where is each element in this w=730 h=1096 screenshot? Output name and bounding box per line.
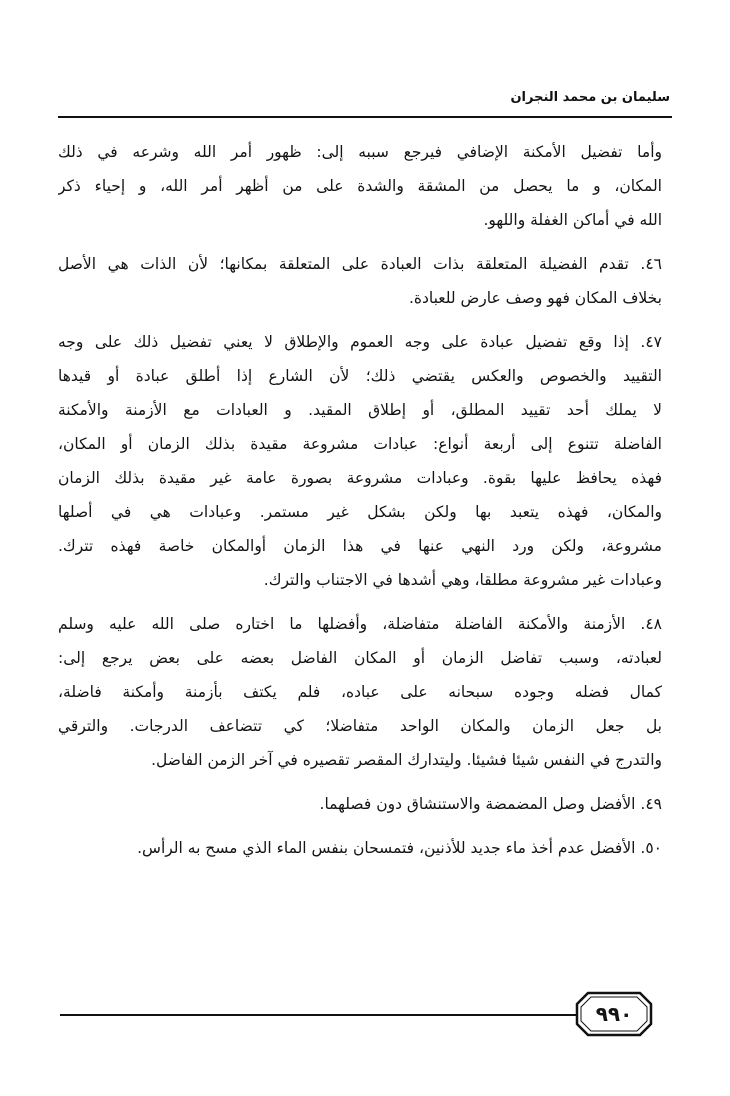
text-line: مشروعة، ولكن ورد النهي عنها في هذا الزمان أوالمكان خاصة فهذه تترك. [58,537,662,555]
footer-rule [60,1014,580,1016]
text-line: بخلاف المكان فهو وصف عارض للعبادة. [408,289,662,307]
text-line: ٤٧. إذا وقع تفضيل عبادة على وجه العموم والإطلاق لا يعني تفضيل ذلك على وجه [58,333,662,351]
text-line: ٤٨. الأزمنة والأمكنة الفاضلة متفاضلة، وأفضلها ما اختاره صلى الله عليه وسلم [58,615,662,633]
text-line: والمكان، فهذه يتعبد بها ولكن بشكل غير مستمر. وعبادات هي في أصلها [58,503,662,521]
text-line: ٤٦. تقدم الفضيلة المتعلقة بذات العبادة على المتعلقة بمكانها؛ لأن الذات هي الأصل [58,255,662,273]
page-number: ٩٩٠ [595,1002,633,1026]
text-line: التقييد والخصوص والعكس يقتضي ذلك؛ لأن الشارع إذا أطلق عبادة أو قيدها [58,367,662,385]
page-number-ornament [574,990,654,1038]
text-line: وأما تفضيل الأمكنة الإضافي فيرجع سببه إلى: ظهور أمر الله وشرعه في ذلك [58,143,662,161]
text-line: ٤٩. الأفضل وصل المضمضة والاستنشاق دون فصلهما. [319,795,662,813]
text-line: الفاضلة تتنوع إلى أربعة أنواع: عبادات مشروعة مقيدة بذلك الزمان أو المكان، [58,435,662,453]
text-line: لا يملك أحد تقييد المطلق، أو إطلاق المقيد. و العبادات مع الأزمنة والأمكنة [58,401,662,419]
text-line: والتدرج في النفس شيئا فشيئا. وليتدارك المقصر تقصيره في آخر الزمن الفاضل. [151,751,662,769]
running-header-author: سليمان بن محمد النجران [510,90,670,105]
text-line: لعبادته، وسبب تفاضل الزمان أو المكان الفاضل بعضه على بعض يرجع إلى: [58,649,662,667]
text-line: ٥٠. الأفضل عدم أخذ ماء جديد للأذنين، فتمسحان بنفس الماء الذي مسح به الرأس. [137,839,662,857]
text-line: فهذه يحافظ عليها بقوة. وعبادات مشروعة بصورة عامة غير مقيدة بذلك الزمان [58,469,662,487]
header-rule [58,116,672,118]
text-line: المكان، و ما يحصل من المشقة والشدة على من أظهر أمر الله، و إحياء ذكر [58,177,662,195]
paragraph [58,787,662,821]
text-line: بل جعل الزمان والمكان الواحد متفاضلا؛ كي تتضاعف الدرجات. والترقي [58,717,662,735]
text-line: وعبادات غير مشروعة مطلقا، وهي أشدها في الاجتناب والترك. [263,571,662,589]
paragraph [58,325,662,597]
paragraph [58,247,662,315]
paragraph [58,607,662,777]
paragraph [58,135,662,237]
page-body [58,135,662,875]
text-line: كمال فضله وجوده سبحانه على عباده، فلم يكتف بأزمنة وأمكنة فاضلة، [58,683,662,701]
text-line: الله في أماكن الغفلة واللهو. [483,211,662,229]
paragraph [58,831,662,865]
